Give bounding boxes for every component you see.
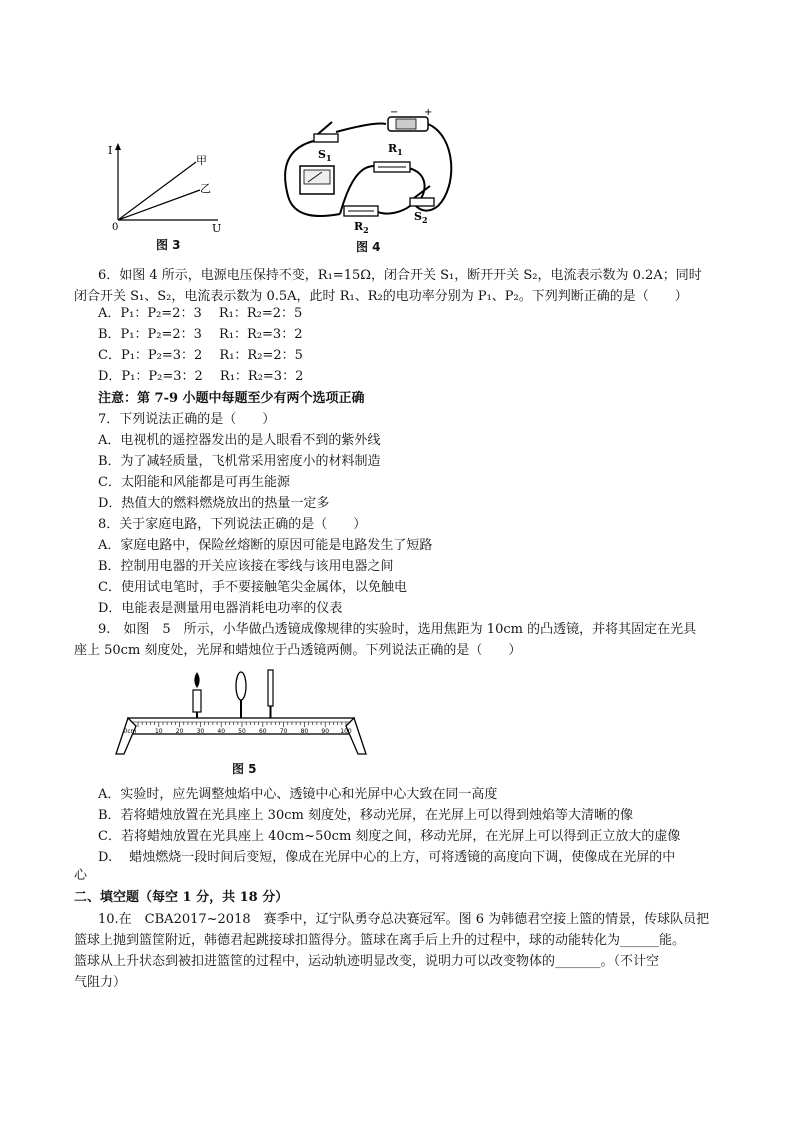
q6-line-1: 6．如图 4 所示，电源电压保持不变，R₁=15Ω，闭合开关 S₁，断开开关 S₂，电流表示数为 0.2A；同时	[98, 268, 702, 283]
q9-option-b: B．若将蜡烛放置在光具座上 30cm 刻度处，移动光屏，在光屏上可以得到烛焰等大清晰的像	[98, 808, 633, 823]
q6-line-2: 闭合开关 S₁、S₂，电流表示数为 0.5A，此时 R₁、R₂的电功率分别为 P₁、P₂。下列判断正确的是（ ）	[74, 289, 688, 304]
figure-3-graph	[108, 140, 228, 235]
ruler-label: 20	[175, 728, 184, 735]
r1-label: $R_1$	[388, 142, 403, 157]
svg-text:−: −	[390, 107, 399, 118]
line-b-label: 乙	[200, 182, 211, 195]
q7-stem: 7．下列说法正确的是（ ）	[98, 412, 276, 427]
axis-y-label: I	[108, 144, 113, 157]
figure-4-caption: 图 4	[356, 240, 381, 254]
q9-line-1: 9. 如图 5 所示，小华做凸透镜成像规律的实验时，选用焦距为 10cm 的凸透镜，并将其固定在光具	[98, 622, 697, 637]
q9-line-2: 座上 50cm 刻度处，光屏和蜡烛位于凸透镜两侧。下列说法正确的是（ ）	[74, 643, 522, 658]
q6-option-a: A．P₁：P₂=2：3 R₁：R₂=2：5	[98, 306, 303, 321]
ruler-label: 80	[300, 728, 309, 735]
q8-option-a: A．家庭电路中，保险丝熔断的原因可能是电路发生了短路	[98, 538, 433, 553]
r2-label: $R_2$	[354, 220, 369, 235]
q10-line-3: 篮球从上升状态到被扣进篮筐的过程中，运动轨迹明显改变，说明力可以改变物体的_______。（不计空	[74, 954, 660, 969]
q8-stem: 8．关于家庭电路，下列说法正确的是（ ）	[98, 517, 367, 532]
q8-option-d: D．电能表是测量用电器消耗电功率的仪表	[98, 601, 343, 616]
line-a-label: 甲	[196, 154, 207, 167]
ruler-label: 100	[340, 728, 352, 735]
ruler-label: 10	[154, 728, 163, 735]
svg-text:+: +	[424, 107, 433, 118]
q9-option-d: D. 蜡烛燃烧一段时间后变短，像成在光屏中心的上方，可将透镜的高度向下调，使像成在光屏的中	[98, 850, 676, 865]
q6-option-d: D．P₁：P₂=3：2 R₁：R₂=3：2	[98, 369, 304, 384]
q6-option-b: B．P₁：P₂=2：3 R₁：R₂=3：2	[98, 327, 303, 342]
q9-option-d-cont: 心	[74, 868, 88, 883]
q8-option-c: C．使用试电笔时，手不要接触笔尖金属体，以免触电	[98, 580, 407, 595]
note-7-9: 注意：第 7-9 小题中每题至少有两个选项正确	[98, 391, 365, 406]
q8-option-b: B．控制用电器的开关应该接在零线与该用电器之间	[98, 559, 394, 574]
q9-option-a: A．实验时，应先调整烛焰中心、透镜中心和光屏中心大致在同一高度	[98, 787, 498, 802]
ruler-label: 30	[196, 728, 205, 735]
q10-line-4: 气阻力）	[74, 975, 127, 990]
q7-option-c: C．太阳能和风能都是可再生能源	[98, 475, 290, 490]
s1-label: $S_1$	[318, 148, 332, 163]
origin-label: 0	[112, 222, 119, 233]
q7-option-b: B．为了减轻质量，飞机常采用密度小的材料制造	[98, 454, 381, 469]
s2-label: $S_2$	[414, 210, 428, 225]
section-2-title: 二、填空题（每空 1 分，共 18 分）	[74, 890, 289, 905]
figure-3-caption: 图 3	[156, 238, 181, 252]
figure-4-circuit	[278, 106, 458, 238]
ruler-label: 50	[238, 728, 246, 735]
q7-option-a: A．电视机的遥控器发出的是人眼看不到的紫外线	[98, 433, 381, 448]
q9-option-c: C．若将蜡烛放置在光具座上 40cm~50cm 刻度之间，移动光屏，在光屏上可以得到正立放大的虚像	[98, 829, 681, 844]
ruler-label: 60	[258, 728, 267, 735]
ruler-label: 40	[217, 728, 226, 735]
q7-option-d: D．热值大的燃料燃烧放出的热量一定多	[98, 496, 330, 511]
ruler-label: 0cm	[123, 728, 137, 735]
q10-line-2: 篮球上抛到篮筐附近，韩德君起跳接球扣篮得分。篮球在离手后上升的过程中，球的动能转化为______能。	[74, 933, 686, 948]
ruler-label: 70	[279, 728, 288, 735]
q6-option-c: C．P₁：P₂=3：2 R₁：R₂=2：5	[98, 348, 303, 363]
q10-line-1: 10.在 CBA2017~2018 赛季中，辽宁队勇夺总决赛冠军。图 6 为韩德君空接上篮的情景，传球队员把	[98, 912, 710, 927]
axis-x-label: U	[212, 222, 222, 235]
figure-5-caption: 图 5	[232, 762, 257, 776]
ruler-label: 90	[321, 728, 330, 735]
figure-5-optical-bench	[108, 666, 368, 758]
